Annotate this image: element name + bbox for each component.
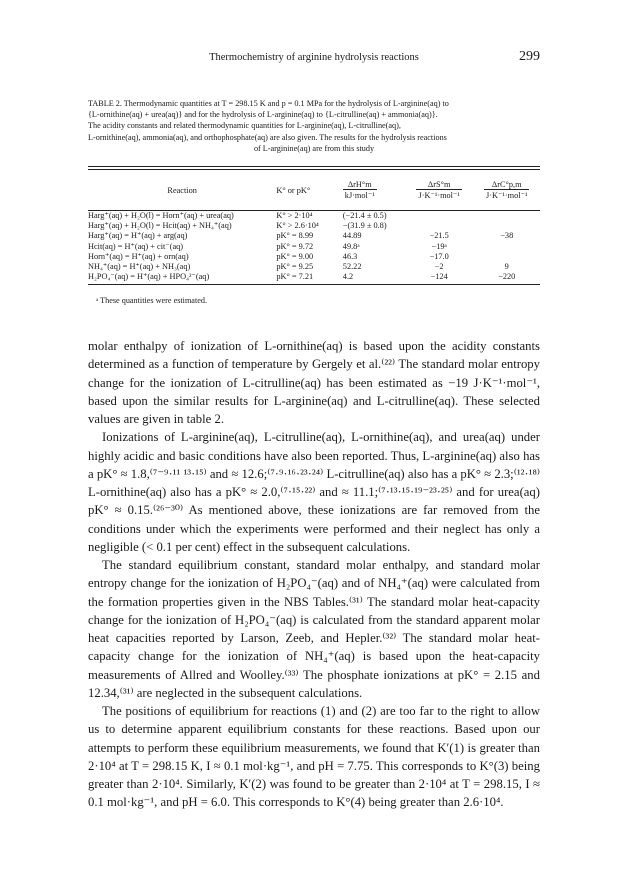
- cell-heat-capacity: [474, 211, 541, 221]
- cell-entropy: −2: [434, 262, 444, 272]
- cell-k: pK° = 9.72: [276, 241, 314, 251]
- header-heat-capacity-symbol: ΔrC°p,m: [484, 180, 529, 190]
- cell-entropy: −19ᵃ: [431, 241, 447, 251]
- cell-k: pK° = 7.21: [276, 272, 314, 282]
- table-row: [88, 252, 540, 262]
- header-entropy-symbol: ΔrS°m: [416, 180, 461, 190]
- table-footnote: ᵃ These quantities were estimated.: [96, 296, 207, 306]
- cell-entropy: −17.0: [429, 251, 449, 261]
- running-title: Thermochemistry of arginine hydrolysis reactions: [209, 52, 419, 63]
- table-row: [88, 231, 540, 241]
- cell-entropy: −21.5: [429, 231, 449, 241]
- caption-line: The acidity constants and related thermodynamic quantities for L-arginine(aq), L-citrulline(aq),: [88, 121, 401, 131]
- cell-entropy: [405, 221, 474, 231]
- cell-enthalpy: 52.22: [342, 262, 362, 272]
- header-k: K° or pK°: [276, 185, 311, 195]
- table-bottom-rule: [88, 284, 540, 285]
- table-row: [88, 262, 540, 272]
- cell-enthalpy: 46.3: [342, 251, 358, 261]
- data-table: [88, 170, 540, 284]
- header-enthalpy-symbol: ΔrH°m: [343, 180, 377, 190]
- cell-reaction: Horn⁺(aq) = H⁺(aq) + orn(aq): [88, 251, 189, 261]
- cell-enthalpy: (−21.4 ± 0.5): [342, 211, 387, 220]
- cell-entropy: −124: [430, 272, 448, 282]
- paragraph: The positions of equilibrium for reactions (1) and (2) are too far to the right to allow us to determine apparent equilibrium constants for these reactions. Based upon our attempts to perform these equilibrium measurements, we found that K′(1) is greater than 2·10⁴ at T = 298.15 K, I ≈ 0.1 mol·kg⁻¹, and pH = 7.75. This corresponds to K°(3) being greater than 2·10⁴. Similarly, K′(2) was found to be greater than 2·10⁴ at T = 298.15, I ≈ 0.1 mol·kg⁻¹, and pH = 6.0. This corresponds to K°(4) being greater than 2.6·10⁴.: [88, 704, 540, 810]
- cell-heat-capacity: [474, 221, 541, 231]
- cell-k: pK° = 9.25: [276, 262, 314, 272]
- header-heat-capacity-unit: J·K⁻¹·mol⁻¹: [486, 191, 528, 200]
- cell-heat-capacity: −38: [500, 231, 514, 241]
- paragraph: The standard equilibrium constant, standard molar enthalpy, and standard molar entropy change for the ionization of H₂PO₄⁻(aq) and of NH₄⁺(aq) were calculated from the formation properties given in the NBS Tables.⁽³¹⁾ The standard molar heat-capacity change for the ionization of H₂PO₄⁻(aq) is calculated from the standard apparent molar heat capacities reported by Larson, Zeeb, and Hepler.⁽³²⁾ The standard molar heat-capacity change for the ionization of NH₄⁺(aq) is based upon the heat-capacity measurements of Allred and Woolley.⁽³³⁾ The phosphate ionizations at pK° = 2.15 and 12.34,⁽³¹⁾ are neglected in the subsequent calculations.: [88, 558, 540, 700]
- cell-heat-capacity: −220: [498, 272, 516, 282]
- body-text: [88, 337, 540, 812]
- cell-reaction: NH₄⁺(aq) = H⁺(aq) + NH₃(aq): [88, 262, 191, 272]
- table-row: [88, 211, 540, 221]
- cell-enthalpy: −(31.9 ± 0.8): [342, 221, 387, 231]
- cell-reaction: Hcit(aq) = H⁺(aq) + cit⁻(aq): [88, 241, 184, 251]
- table-row: [88, 272, 540, 284]
- table-row: [88, 242, 540, 252]
- cell-heat-capacity: 9: [504, 262, 509, 272]
- table-header-row: [88, 170, 540, 211]
- cell-k: K° > 2.6·10⁴: [276, 221, 319, 231]
- page-header: [88, 49, 540, 68]
- cell-k: pK° = 9.00: [276, 251, 314, 261]
- cell-reaction: Harg⁺(aq) = H⁺(aq) + arg(aq): [88, 231, 188, 241]
- page-number: 299: [519, 49, 540, 64]
- cell-k: K° > 2·10⁴: [276, 211, 313, 220]
- header-enthalpy: [343, 170, 405, 211]
- cell-heat-capacity: [474, 252, 541, 262]
- header-enthalpy-unit: kJ·mol⁻¹: [344, 191, 375, 200]
- cell-reaction: Harg⁺(aq) + H₂O(l) = Horn⁺(aq) + urea(aq): [88, 211, 234, 220]
- table-top-rule: [88, 166, 540, 167]
- table-caption: [88, 98, 540, 154]
- header-heat-capacity: [474, 170, 541, 211]
- paragraph: Ionizations of L-arginine(aq), L-citrulline(aq), L-ornithine(aq), and urea(aq) under highly acidic and basic conditions have also been reported. Thus, L-arginine(aq) also has a pK° ≈ 1.8,⁽⁷⁻⁹·¹¹ ¹³·¹⁵⁾ and ≈ 12.6;⁽⁷·⁹·¹⁶·²³·²⁴⁾ L-citrulline(aq) also has a pK° ≈ 2.3;⁽¹²·¹⁸⁾ L-ornithine(aq) also has a pK° ≈ 2.0,⁽⁷·¹⁵·²²⁾ and ≈ 11.1;⁽⁷·¹³·¹⁵·¹⁹⁻²³·²⁵⁾ and for urea(aq) pK° ≈ 0.15.⁽²⁶⁻³⁰⁾ As mentioned above, these ionizations are far removed from the conditions under which the experiments were performed and their neglect has only a negligible (< 0.1 per cent) effect in the subsequent calculations.: [88, 430, 540, 554]
- cell-k: pK° = 8.99: [276, 231, 314, 241]
- header-entropy: [405, 170, 474, 211]
- caption-line: TABLE 2. Thermodynamic quantities at T = 298.15 K and p = 0.1 MPa for the hydrolysis of L-arginine(aq) to: [88, 99, 449, 108]
- caption-line: of L-arginine(aq) are from this study: [253, 143, 375, 153]
- cell-enthalpy: 49.8ᵃ: [342, 241, 360, 251]
- caption-line: {L-ornithine(aq) + urea(aq)} and for the hydrolysis of L-arginine(aq) to {L-citrulline(aq) + ammonia(aq)}.: [88, 110, 438, 120]
- header-entropy-unit: J·K⁻¹·mol⁻¹: [418, 191, 460, 200]
- cell-entropy: [405, 211, 474, 221]
- header-reaction: Reaction: [167, 185, 197, 195]
- cell-enthalpy: 4.2: [342, 272, 354, 282]
- thermodynamic-table: [88, 166, 540, 305]
- cell-reaction: Harg⁺(aq) + H₂O(l) = Hcit(aq) + NH₄⁺(aq): [88, 221, 232, 231]
- cell-enthalpy: 44.89: [342, 231, 362, 241]
- paragraph: molar enthalpy of ionization of L-ornithine(aq) is based upon the acidity constants determined as a function of temperature by Gergely et al.⁽²²⁾ The standard molar entropy change for the ionization of L-citrulline(aq) has been estimated as −19 J·K⁻¹·mol⁻¹, based upon the similar results for L-arginine(aq) and L-citrulline(aq). These selected values are given in table 2.: [88, 339, 540, 426]
- cell-heat-capacity: [474, 242, 541, 252]
- cell-reaction: H₂PO₄⁻(aq) = H⁺(aq) + HPO₄²⁻(aq): [88, 272, 210, 282]
- caption-line: L-ornithine(aq), ammonia(aq), and orthophosphate(aq) are also given. The results for the hydrolysis reactions: [88, 132, 447, 142]
- table-row: [88, 221, 540, 231]
